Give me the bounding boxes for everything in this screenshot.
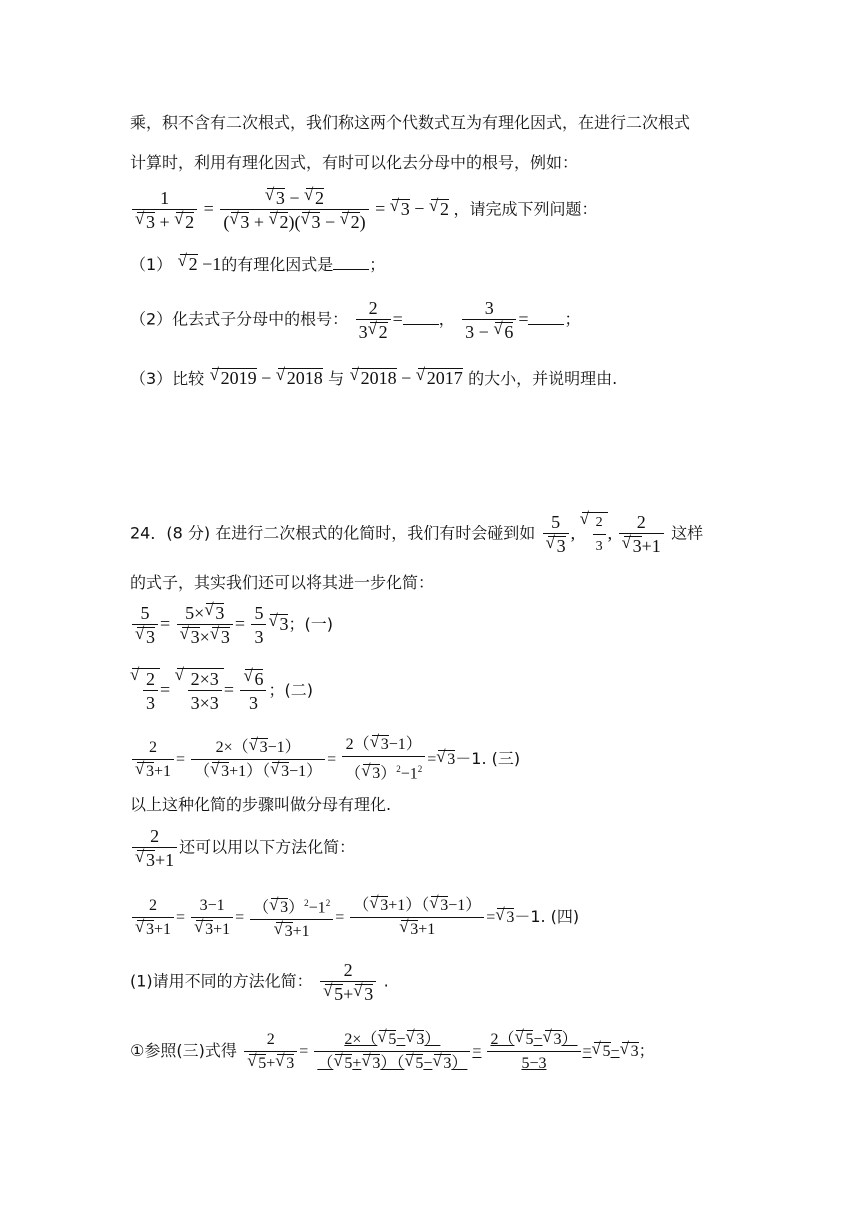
q2-sep: ， (438, 309, 455, 329)
tag-3: －1. (三) (455, 748, 521, 768)
formula-3: 2 √ 3+1 = $\frac{2\times(√ 3-1)}{(√ 3+1)(√ 3-1)}$ = $\frac{2(√ 3-1)}{(√ 3)^2-1^2}$ =√ 3－1. (三) (130, 735, 520, 785)
intro-line-2: 计算时，利用有理化因式，有时可以化去分母中的根号，例如： (130, 153, 579, 172)
q3-text: 的大小，并说明理由. (468, 369, 618, 388)
tag-4: －1. (四) (514, 906, 580, 926)
ref-end: ； (638, 1041, 655, 1061)
answer-blank (333, 255, 369, 270)
question-2: （2）化去式子分母中的根号： $\frac{2}{3√ 2}$ = ， $\frac{3}{3 - √ 6}$ = ； (130, 298, 581, 343)
q1-text: 的有理化因式是 (221, 255, 334, 274)
part-1: (1)请用不同的方法化简： 2 √ 5+√ 3 . (130, 960, 389, 1005)
example-tail: ，请完成下列问题： (453, 199, 598, 219)
q24-header-tail: 这样 (671, 523, 704, 543)
tag-1: ；(一) (288, 614, 333, 634)
q2-end: ； (564, 309, 581, 329)
rationalize-note: 以上这种化简的步骤叫做分母有理化. (130, 795, 392, 814)
q24-header-text: 24．(8 分) 在进行二次根式的化简时，我们有时会碰到如 (130, 523, 536, 543)
q24-line-2: 的式子，其实我们还可以将其进一步化简： (130, 573, 435, 592)
question-1: （1） √ 2 −1的有理化因式是 ； (130, 252, 385, 275)
ref-prefix: ①参照(三)式得 (130, 1041, 237, 1061)
q1-prefix: （1） (130, 255, 173, 274)
reference-solution: ①参照(三)式得 2 √ 5+√ 3 = $\frac{2\times(√ 5-√ 3)}{(√ 5+√ 3)(√ 5-√ 3)}$ = $\frac{2(√ 5-√ 3)}{5-3}$ =√ 5−√ 3； (130, 1030, 655, 1075)
answer-blank (528, 310, 564, 325)
intro-line-1: 乘，积不含有二次根式，我们称这两个代数式互为有理化因式，在进行二次根式 (130, 113, 691, 132)
part-1-text: (1)请用不同的方法化简： (130, 971, 313, 991)
part-1-end: . (383, 971, 389, 991)
tag-2: ；(二) (268, 680, 313, 700)
question-3: （3）比较 √ 2019 − √ 2018 与 √ 2018 − √ 2017 的大小，并说明理由. (130, 366, 617, 389)
q24-header: 24．(8 分) 在进行二次根式的化简时，我们有时会碰到如 5 √ 3 , √ $\frac{2}{3}$ , 2 √ 3+1 这样 (130, 512, 703, 558)
q3-prefix: （3）比较 (130, 369, 205, 388)
answer-blank (403, 310, 439, 325)
q2-prefix: （2）化去式子分母中的根号： (130, 309, 349, 329)
formula-4: 2 √ 3+1 = 3−1 √ 3+1 = （√ $3)^2-1^2$ √ 3+1 = （√ 3+1）（√ 3−1） √ 3+1 =√ 3－1. (四) (130, 893, 579, 943)
alt-method-text: 还可以用以下方法化简： (179, 837, 356, 857)
alt-method-line: 2 √ 3+1 还可以用以下方法化简： (130, 826, 355, 871)
q3-mid: 与 (328, 369, 345, 388)
formula-2: √ $\frac{2}{3}$ = √ $\frac{2\times 3}{3\times 3}$ = √ $\frac{6}{3}$ ；(二) (130, 668, 313, 714)
formula-1: 5 √ 3 = 5×√ 3 √ 3×√ 3 = $\frac{5}{3}$ √ 3；(一) (130, 603, 333, 648)
q1-end: ； (369, 255, 386, 274)
example-formula: 1 √ 3 + √ 2 = √ $\frac{3 - √ 2}{(√ 3 + √ 2)(√ 3 - √ 2)}$ = √ 3 − √ 2 ，请完成下列问题： (130, 188, 597, 233)
